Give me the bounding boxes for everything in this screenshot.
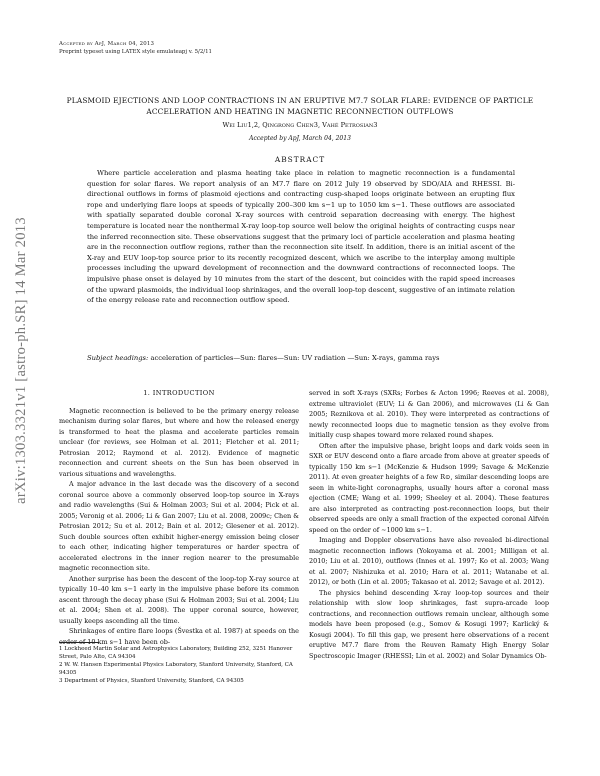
paragraph: served in soft X-rays (SXRs; Forbes & Acton 1996; Reeves et al. 2008), extreme ultraviolet (EUV; Li & Gan 2006), and microwaves (Li & Gan 2005; Reznikova et al. 2010). They were interpreted as contractions of newly reconnected loops due to magnetic tension as they evolve from initially cusp shapes toward more relaxed round shapes. bbox=[309, 389, 549, 439]
arxiv-stamp: arXiv:1303.3321v1 [astro-ph.SR] 14 Mar 2013 bbox=[12, 216, 29, 504]
abstract-heading: ABSTRACT bbox=[274, 155, 326, 164]
paper-title: PLASMOID EJECTIONS AND LOOP CONTRACTIONS IN AN ERUPTIVE M7.7 SOLAR FLARE: EVIDENCE OF PARTICLE ACCELERATION AND HEATING IN MAGNETIC RECONNECTION OUTFLOWS bbox=[66, 96, 534, 116]
footnotes bbox=[59, 646, 299, 687]
abstract-text: Where particle acceleration and plasma heating take place in relation to magnetic reconnection is a fundamental question for solar flares. We report analysis of an M7.7 flare on 2012 July 19 observed by SDO/AIA and RHESSI. Bi-directional outflows in forms of plasmoid ejections and contracting cusp-shaped loops originate between an erupting flux rope and underlying flare loops at speeds of typically 200–300 km s−1 up to 1050 km s−1. These outflows are associated with spatially separated double coronal X-ray sources with centroid separation decreasing with energy. The highest temperature is located near the nonthermal X-ray loop-top source well below the original heights of contracting cusps near the inferred reconnection site. These observations suggest that the primary loci of particle acceleration and plasma heating are in the reconnection outflow regions, rather than the reconnection site itself. In addition, there is an initial ascent of the X-ray and EUV loop-top source prior to its recently recognized descent, which we ascribe to the interplay among multiple processes including the upward development of reconnection and the downward contractions of reconnected loops. The impulsive phase onset is delayed by 10 minutes from the start of the descent, but coincides with the rapid speed increases of the upward plasmoids, the individual loop shrinkages, and the overall loop-top descent, suggestive of an intimate relation of the energy release rate and reconnection outflow speed. bbox=[87, 169, 515, 305]
left-column bbox=[59, 388, 299, 647]
paragraph: A major advance in the last decade was the discovery of a second coronal source above a commonly observed loop-top source in X-rays and radio wavelengths (Sui & Holman 2003; Sui et al. 2004; Pick et al. 2005; Veronig et al. 2006; Li & Gan 2007; Liu et al. 2008, 2009c; Chen & Petrosian 2012; Su et al. 2012; Bain et al. 2012; Glesener et al. 2012). Such double sources often exhibit higher-energy emission being closer to each other, indicating higher temperatures or harder spectra of accelerated electrons in the inner region nearer to the presumable magnetic reconnection site. bbox=[59, 480, 299, 572]
paragraph: Magnetic reconnection is believed to be the primary energy release mechanism during solar flares, but where and how the released energy is transformed to heat the plasma and accelerate particles remain unclear (for reviews, see Holman et al. 2011; Fletcher et al. 2011; Petrosian 2012; Raymond et al. 2012). Evidence of magnetic reconnection and current sheets on the Sun has been observed in various situations and wavelengths. bbox=[59, 406, 299, 478]
footnote-rule bbox=[59, 642, 99, 643]
paragraph: Imaging and Doppler observations have also revealed bi-directional magnetic reconnection inflows (Yokoyama et al. 2001; Milligan et al. 2010; Liu et al. 2010), outflows (Innes et al. 1997; Ko et al. 2003; Wang et al. 2007; Nishizuka et al. 2010; Hara et al. 2011; Watanabe et al. 2012), or both (Lin et al. 2005; Takasao et al. 2012; Savage et al. 2012). bbox=[309, 536, 549, 586]
accepted-line: Accepted by ApJ, March 04, 2013 bbox=[249, 135, 351, 142]
paragraph: Another surprise has been the descent of the loop-top X-ray source at typically 10–40 km s−1 early in the impulsive phase before its common ascent through the decay phase (Sui & Holman 2003; Sui et al. 2004; Liu et al. 2004; Shen et al. 2008). The upper coronal source, however, usually keeps ascending all the time. bbox=[59, 574, 299, 625]
preprint-header bbox=[59, 41, 212, 56]
author-list: Wei Liu1,2, Qingrong Chen3, Vahé Petrosian3 bbox=[222, 121, 378, 129]
subject-headings-text: acceleration of particles—Sun: flares—Sun: UV radiation —Sun: X-rays, gamma rays bbox=[150, 354, 440, 362]
paragraph: The physics behind descending X-ray loop-top sources and their relationship with slow loop shrinkages, fast supra-arcade loop contractions, and reconnection outflows remain unclear, although some models have been proposed (e.g., Somov & Kosugi 1997; Karlický & Kosugi 2004). To fill this gap, we present here observations of a recent eruptive M7.7 flare from the Reuven Ramaty High Energy Solar Spectroscopic Imager (RHESSI; Lin et al. 2002) and Solar Dynamics Ob- bbox=[309, 588, 549, 660]
paragraph: Often after the impulsive phase, bright loops and dark voids seen in SXR or EUV descend onto a flare arcade from above at greater speeds of typically 150 km s−1 (McKenzie & Hudson 1999; Savage & McKenzie 2011). At even greater heights of a few R⊙, similar descending loops are seen in white-light coronagraphs, usually hours after a coronal mass ejection (CME; Wang et al. 1999; Sheeley et al. 2004). These features are also interpreted as contracting post-reconnection loops, but their observed speeds are only a small fraction of the expected coronal Alfvén speed on the order of ∼1000 km s−1. bbox=[309, 441, 549, 534]
footnote: 1 Lockheed Martin Solar and Astrophysics Laboratory, Building 252, 3251 Hanover Street, Palo Alto, CA 94304 bbox=[59, 646, 293, 660]
right-column bbox=[309, 388, 549, 661]
subject-headings-label: Subject headings: bbox=[87, 354, 149, 362]
footnote: 3 Department of Physics, Stanford University, Stanford, CA 94305 bbox=[59, 678, 244, 685]
subject-headings bbox=[87, 353, 515, 364]
paragraph: Shrinkages of entire flare loops (Švestka et al. 1987) at speeds on the order of 10 km s−1 have been ob- bbox=[59, 627, 299, 646]
section-heading: 1. INTRODUCTION bbox=[143, 389, 215, 397]
footnote: 2 W. W. Hansen Experimental Physics Laboratory, Stanford University, Stanford, CA 94305 bbox=[59, 662, 293, 676]
preprint-note: Preprint typeset using LATEX style emulateapj v. 5/2/11 bbox=[59, 48, 212, 55]
accepted-note: Accepted by ApJ, March 04, 2013 bbox=[59, 41, 155, 47]
